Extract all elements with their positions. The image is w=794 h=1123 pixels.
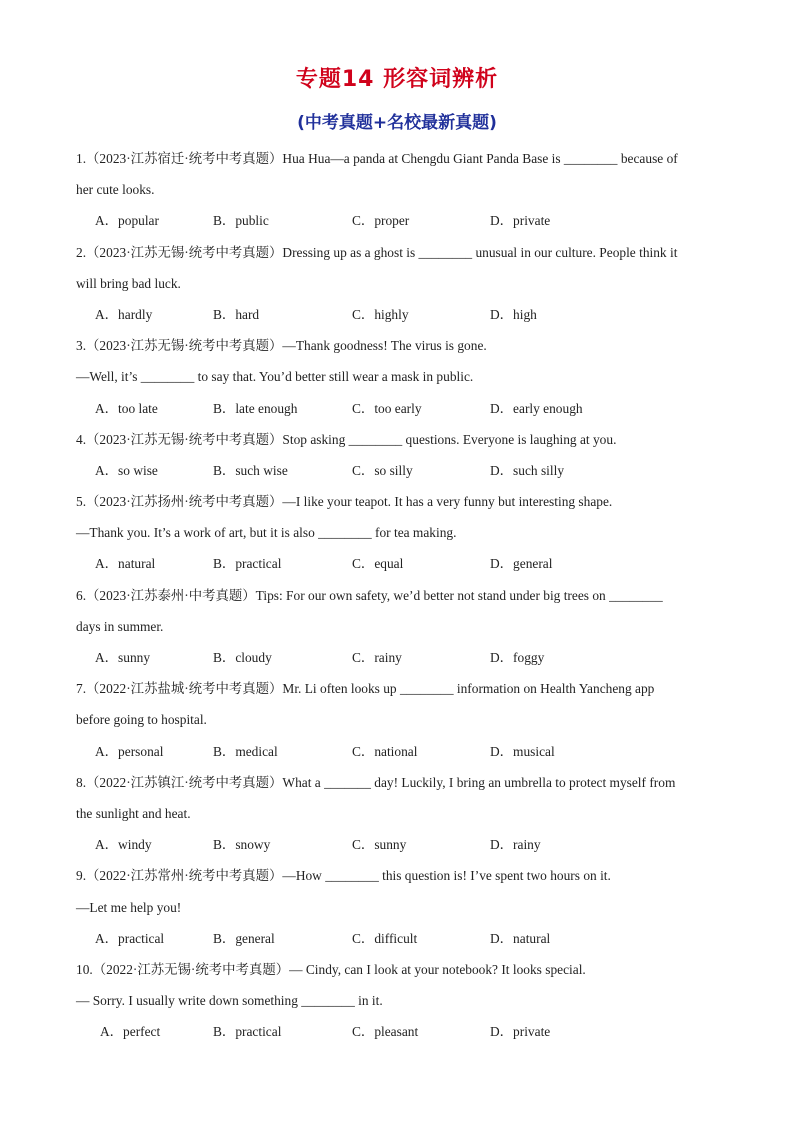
option-d[interactable]: D．private	[490, 213, 551, 229]
question-text-line: — Sorry. I usually write down something ________ in it.	[76, 993, 383, 1009]
question-text-line: 10.（2022·江苏无锡·统考中考真题）— Cindy, can I look at your notebook? It looks special.	[76, 961, 586, 977]
option-b[interactable]: B．medical	[213, 743, 278, 759]
option-c[interactable]: C．national	[352, 743, 418, 759]
option-c[interactable]: C．equal	[352, 556, 404, 572]
options-row	[76, 645, 716, 676]
question-6	[76, 583, 716, 677]
options-row	[76, 208, 716, 239]
question-text-line: 7.（2022·江苏盐城·统考中考真题）Mr. Li often looks up ________ information on Health Yancheng app	[76, 681, 655, 697]
option-c[interactable]: C．pleasant	[352, 1024, 419, 1040]
option-b[interactable]: B．snowy	[213, 837, 271, 853]
question-text-line: —Thank you. It’s a work of art, but it is also ________ for tea making.	[76, 525, 457, 541]
question-text-line: the sunlight and heat.	[76, 805, 191, 821]
question-text-line: —Well, it’s ________ to say that. You’d better still wear a mask in public.	[76, 369, 474, 385]
option-d[interactable]: D．private	[490, 1024, 551, 1040]
option-b[interactable]: B．cloudy	[213, 650, 272, 665]
option-c[interactable]: C．so silly	[352, 462, 413, 478]
options-row	[76, 302, 716, 333]
option-a[interactable]: A．natural	[95, 556, 156, 572]
option-d[interactable]: D．foggy	[490, 650, 545, 665]
option-b[interactable]: B．practical	[213, 1024, 282, 1040]
option-d[interactable]: D．natural	[490, 930, 551, 946]
option-b[interactable]: B．late enough	[213, 400, 298, 416]
question-9	[76, 863, 716, 957]
question-1	[76, 146, 716, 240]
question-text-line: 3.（2023·江苏无锡·统考中考真题）—Thank goodness! The virus is gone.	[76, 338, 487, 354]
options-row	[76, 926, 716, 957]
option-d[interactable]: D．general	[490, 556, 553, 572]
option-a[interactable]: A．so wise	[95, 462, 158, 478]
options-row	[76, 1019, 716, 1050]
option-a[interactable]: A．popular	[95, 213, 159, 229]
question-10	[76, 957, 716, 1051]
option-a[interactable]: A．hardly	[95, 306, 153, 322]
question-text-line: her cute looks.	[76, 182, 155, 198]
option-c[interactable]: C．difficult	[352, 930, 418, 946]
option-d[interactable]: D．musical	[490, 743, 555, 759]
page-title: 专题14 形容词辨析	[295, 67, 499, 92]
option-b[interactable]: B．public	[213, 213, 269, 229]
option-b[interactable]: B．such wise	[213, 462, 288, 478]
option-a[interactable]: A．sunny	[95, 650, 151, 665]
question-list	[76, 146, 716, 1050]
question-text-line: will bring bad luck.	[76, 275, 181, 291]
question-text-line: 4.（2023·江苏无锡·统考中考真题）Stop asking ________ questions. Everyone is laughing at you.	[76, 431, 617, 447]
option-a[interactable]: A．personal	[95, 743, 164, 759]
option-c[interactable]: C．sunny	[352, 837, 407, 853]
question-text-line: 6.（2023·江苏泰州·中考真题）Tips: For our own safety, we’d better not stand under big trees on ________	[76, 587, 663, 603]
question-text-line: —Let me help you!	[76, 899, 182, 915]
question-text-line: 8.（2022·江苏镇江·统考中考真题）What a _______ day! Luckily, I bring an umbrella to protect myself from	[76, 774, 676, 790]
option-c[interactable]: C．too early	[352, 400, 422, 416]
option-d[interactable]: D．rainy	[490, 837, 541, 853]
question-5	[76, 489, 716, 583]
option-c[interactable]: C．highly	[352, 306, 409, 322]
option-d[interactable]: D．early enough	[490, 400, 583, 416]
question-text-line: before going to hospital.	[76, 712, 207, 728]
option-a[interactable]: A．windy	[95, 837, 152, 853]
option-b[interactable]: B．general	[213, 930, 275, 946]
question-3	[76, 333, 716, 427]
options-row	[76, 458, 716, 489]
options-row	[76, 551, 716, 582]
options-row	[76, 739, 716, 770]
option-d[interactable]: D．such silly	[490, 462, 565, 478]
option-a[interactable]: A．perfect	[100, 1024, 161, 1040]
question-7	[76, 676, 716, 770]
option-a[interactable]: A．too late	[95, 400, 158, 416]
page-subtitle: (中考真题+名校最新真题)	[297, 113, 497, 133]
question-8	[76, 770, 716, 864]
option-c[interactable]: C．rainy	[352, 650, 402, 665]
option-d[interactable]: D．high	[490, 306, 537, 322]
question-4	[76, 427, 716, 489]
options-row	[76, 396, 716, 427]
question-2	[76, 240, 716, 334]
question-text-line: days in summer.	[76, 618, 164, 634]
option-b[interactable]: B．hard	[213, 306, 260, 322]
question-text-line: 9.（2022·江苏常州·统考中考真题）—How ________ this question is! I’ve spent two hours on it.	[76, 868, 611, 884]
options-row	[76, 832, 716, 863]
question-text-line: 1.（2023·江苏宿迁·统考中考真题）Hua Hua—a panda at Chengdu Giant Panda Base is ________ because of	[76, 151, 678, 166]
question-text-line: 2.（2023·江苏无锡·统考中考真题）Dressing up as a ghost is ________ unusual in our culture. People think it	[76, 244, 678, 260]
option-c[interactable]: C．proper	[352, 213, 410, 229]
option-b[interactable]: B．practical	[213, 556, 282, 572]
option-a[interactable]: A．practical	[95, 930, 165, 946]
question-text-line: 5.（2023·江苏扬州·统考中考真题）—I like your teapot. It has a very funny but interesting shape.	[76, 494, 613, 510]
